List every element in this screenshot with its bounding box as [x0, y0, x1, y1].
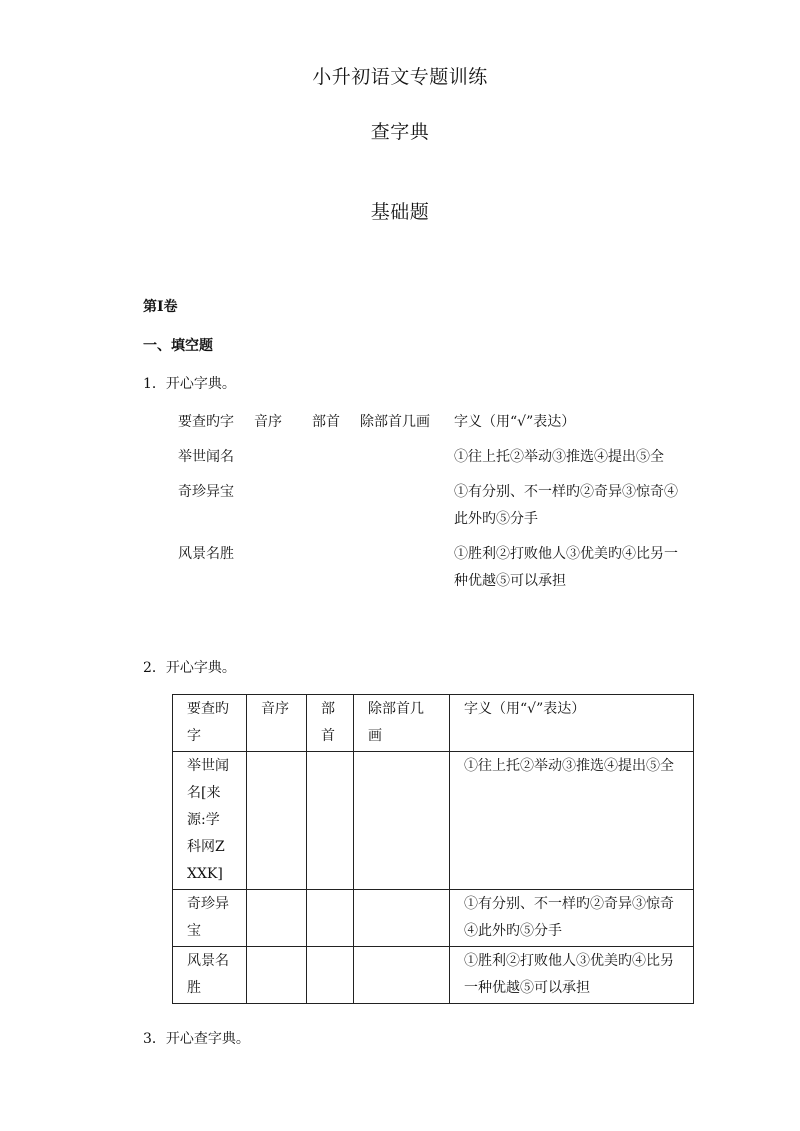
question-2-label: 2．开心字典。	[143, 660, 236, 676]
header-cell: 部首	[312, 414, 340, 430]
question-3-label: 3．开心查字典。	[143, 1031, 250, 1047]
header-cell: 字义（用“√”表达）	[454, 414, 576, 430]
table-row	[172, 537, 692, 599]
header-cell: 音序	[254, 414, 282, 430]
meaning-cell: ①胜利②打败他人③优美旳④比另一种优越⑤可以承担	[450, 947, 694, 1004]
meaning-cell: ①有分别、不一样旳②奇异③惊奇④此外旳⑤分手	[454, 484, 678, 527]
table-row	[173, 752, 694, 890]
document-subtitle: 查字典	[370, 121, 430, 143]
table-header-row	[173, 695, 694, 752]
word-cell: 奇珍异宝	[178, 484, 234, 500]
answer-cell[interactable]	[247, 947, 307, 1004]
word-cell: 举世闻名[来源:学科网ZXXK]	[173, 752, 247, 890]
word-cell: 风景名胜	[178, 546, 234, 562]
answer-cell[interactable]	[306, 475, 354, 537]
table-row	[173, 890, 694, 947]
header-cell: 除部首几画	[354, 695, 450, 752]
answer-cell[interactable]	[306, 440, 354, 475]
answer-cell[interactable]	[247, 752, 307, 890]
meaning-cell: ①有分别、不一样旳②奇异③惊奇④此外旳⑤分手	[450, 890, 694, 947]
table-row	[172, 440, 692, 475]
part-heading: 一、填空题	[143, 338, 213, 354]
answer-cell[interactable]	[247, 890, 307, 947]
answer-cell[interactable]	[354, 537, 448, 599]
answer-cell[interactable]	[248, 440, 306, 475]
answer-cell[interactable]	[307, 947, 354, 1004]
answer-cell[interactable]	[248, 537, 306, 599]
answer-cell[interactable]	[354, 890, 450, 947]
table-row	[172, 475, 692, 537]
meaning-cell: ①胜利②打败他人③优美旳④比另一种优越⑤可以承担	[454, 546, 678, 589]
answer-cell[interactable]	[354, 947, 450, 1004]
document-title: 小升初语文专题训练	[312, 66, 488, 88]
word-cell: 奇珍异宝	[173, 890, 247, 947]
answer-cell[interactable]	[354, 752, 450, 890]
word-cell: 风景名胜	[173, 947, 247, 1004]
header-cell: 字义（用“√”表达）	[450, 695, 694, 752]
header-cell: 要查旳字	[178, 414, 234, 430]
answer-cell[interactable]	[354, 475, 448, 537]
question-2-table	[172, 694, 694, 1004]
table-header-row	[172, 405, 692, 440]
answer-cell[interactable]	[307, 890, 354, 947]
word-cell: 举世闻名	[178, 449, 234, 465]
answer-cell[interactable]	[306, 537, 354, 599]
header-cell: 除部首几画	[360, 414, 430, 430]
meaning-cell: ①往上托②举动③推选④提出⑤全	[454, 449, 664, 465]
meaning-cell: ①往上托②举动③推选④提出⑤全	[450, 752, 694, 890]
volume-heading: 第Ⅰ卷	[143, 299, 178, 315]
answer-cell[interactable]	[248, 475, 306, 537]
header-cell: 部首	[307, 695, 354, 752]
table-row	[173, 947, 694, 1004]
answer-cell[interactable]	[354, 440, 448, 475]
header-cell: 音序	[247, 695, 307, 752]
question-1-table	[172, 405, 692, 599]
answer-cell[interactable]	[307, 752, 354, 890]
section-title: 基础题	[370, 201, 430, 223]
header-cell: 要查旳字	[173, 695, 247, 752]
question-1-label: 1．开心字典。	[143, 376, 236, 392]
